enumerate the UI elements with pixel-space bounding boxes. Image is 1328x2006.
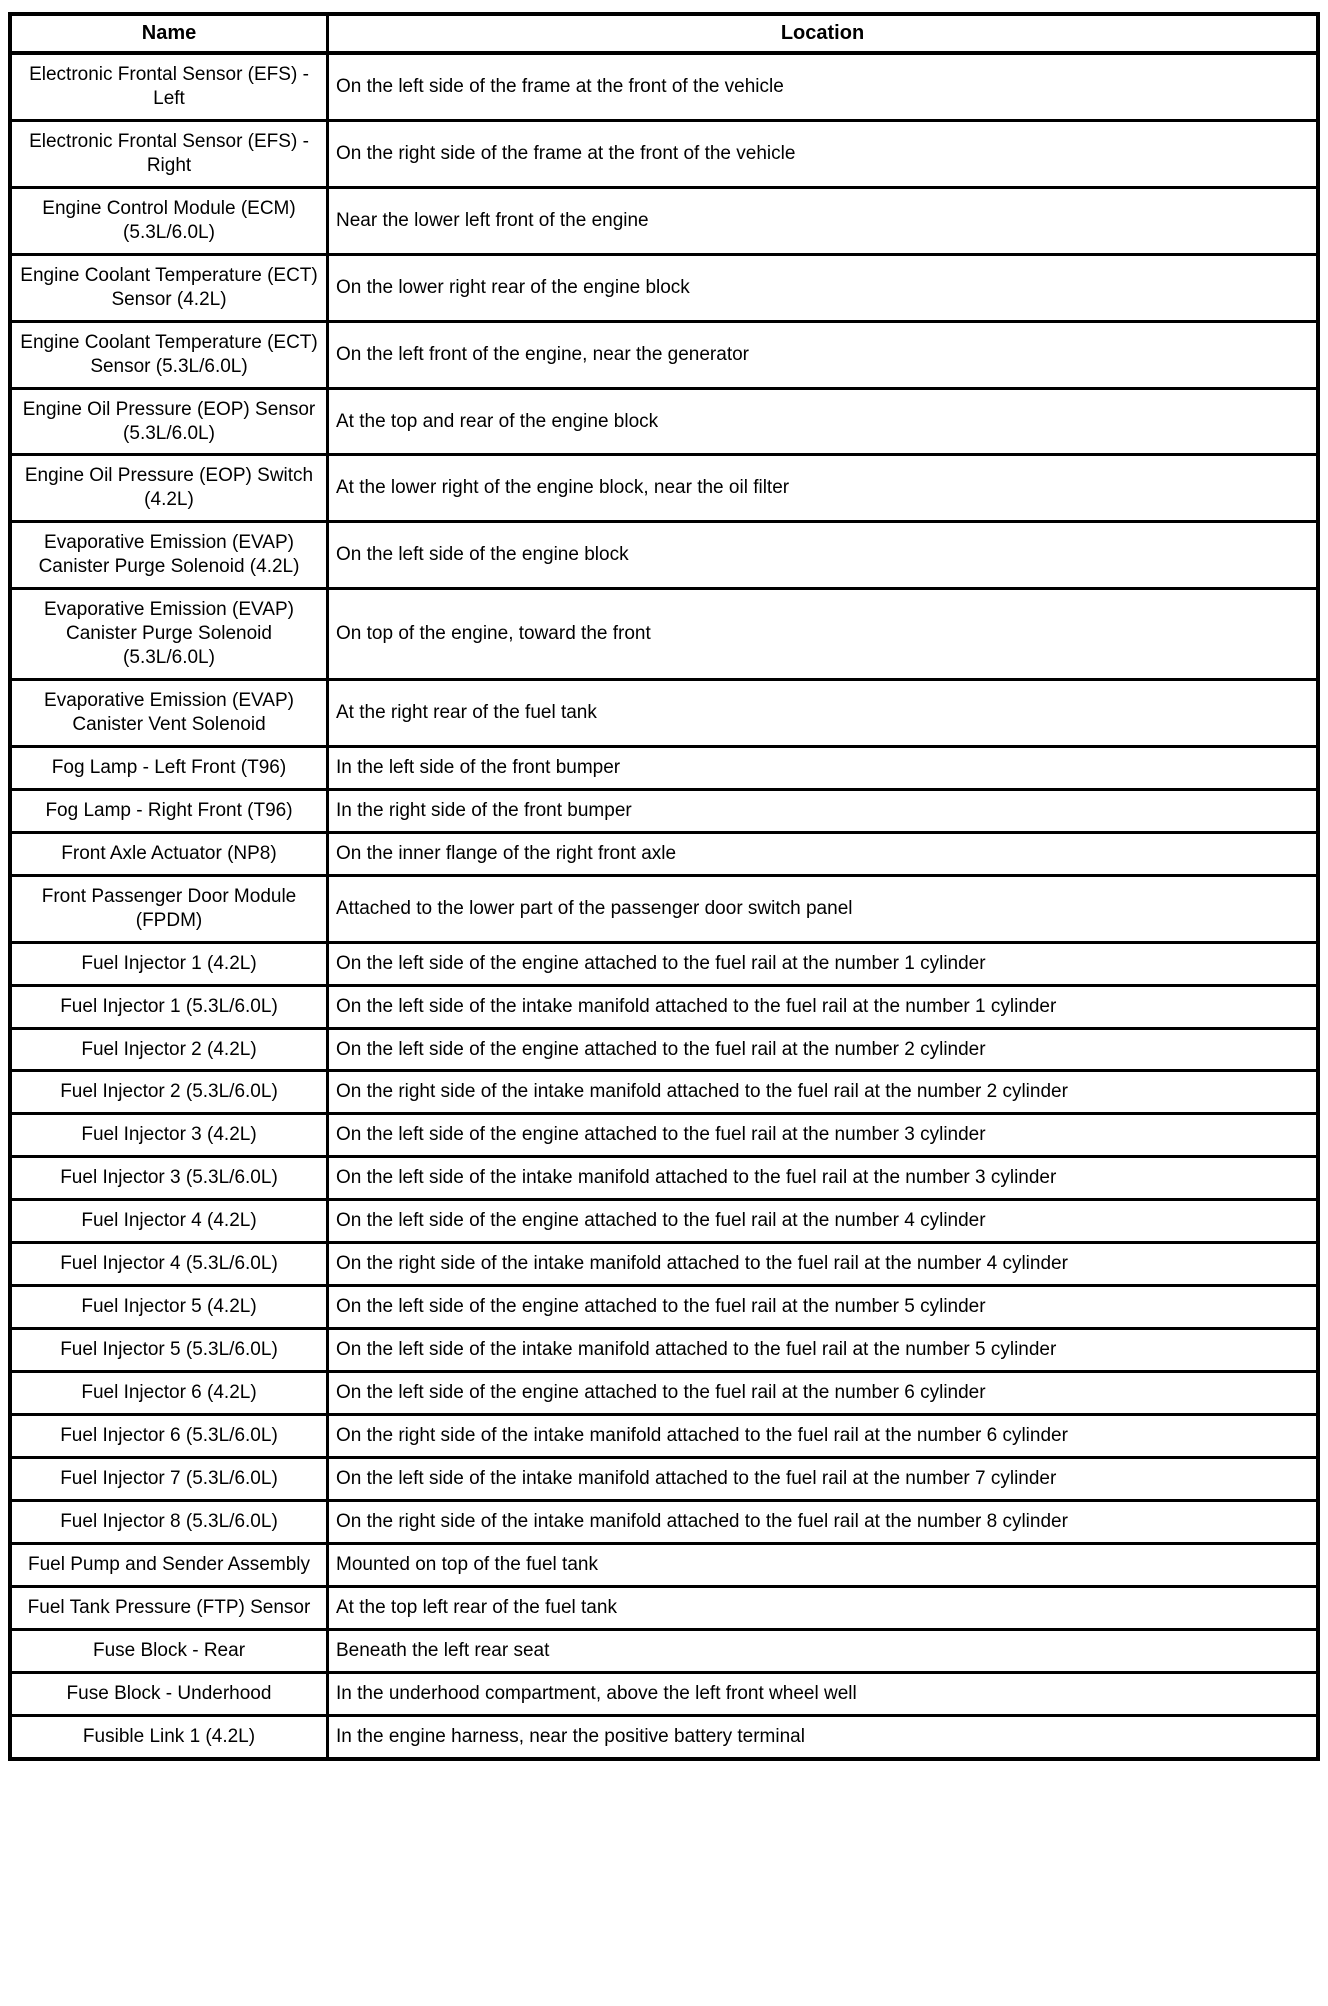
table-body bbox=[10, 53, 1318, 1759]
table-row bbox=[10, 1071, 1318, 1114]
location-column-header: Location bbox=[328, 14, 1319, 53]
location-text: On the right side of the intake manifold attached to the fuel rail at the number 8 cylinder bbox=[336, 1511, 1068, 1533]
location-text: In the underhood compartment, above the left front wheel well bbox=[336, 1682, 857, 1704]
name-cell: Fuel Injector 1 (5.3L/6.0L) bbox=[10, 985, 328, 1028]
location-cell bbox=[328, 1028, 1319, 1071]
location-text: On the left side of the engine attached to the fuel rail at the number 5 cylinder bbox=[336, 1296, 986, 1318]
table-row bbox=[10, 1715, 1318, 1758]
location-text: On the right side of the intake manifold attached to the fuel rail at the number 2 cylinder bbox=[336, 1081, 1068, 1103]
location-cell bbox=[328, 522, 1319, 589]
location-text: On the left side of the engine attached to the fuel rail at the number 3 cylinder bbox=[336, 1124, 986, 1146]
location-text: On the left side of the engine attached to the fuel rail at the number 6 cylinder bbox=[336, 1382, 986, 1404]
name-cell: Fuel Tank Pressure (FTP) Sensor bbox=[10, 1586, 328, 1629]
location-cell bbox=[328, 455, 1319, 522]
location-cell bbox=[328, 942, 1319, 985]
name-cell: Fuel Injector 8 (5.3L/6.0L) bbox=[10, 1501, 328, 1544]
name-cell: Fuel Injector 6 (4.2L) bbox=[10, 1372, 328, 1415]
name-cell: Electronic Frontal Sensor (EFS) - Right bbox=[10, 121, 328, 188]
table-row bbox=[10, 53, 1318, 120]
location-cell bbox=[328, 746, 1319, 789]
name-cell: Fuel Injector 1 (4.2L) bbox=[10, 942, 328, 985]
name-cell: Evaporative Emission (EVAP) Canister Purge Solenoid (4.2L) bbox=[10, 522, 328, 589]
location-text: On the inner flange of the right front axle bbox=[336, 842, 677, 864]
location-text: On the left side of the intake manifold attached to the fuel rail at the number 1 cylinder bbox=[336, 995, 1057, 1017]
location-cell bbox=[328, 53, 1319, 120]
table-row bbox=[10, 589, 1318, 680]
location-cell bbox=[328, 789, 1319, 832]
location-text: On the lower right rear of the engine block bbox=[336, 276, 690, 298]
name-cell: Fuel Injector 2 (5.3L/6.0L) bbox=[10, 1071, 328, 1114]
table-row bbox=[10, 875, 1318, 942]
name-cell: Fuel Pump and Sender Assembly bbox=[10, 1543, 328, 1586]
location-cell bbox=[328, 832, 1319, 875]
location-text: On the left front of the engine, near the generator bbox=[336, 343, 749, 365]
name-cell: Fusible Link 1 (4.2L) bbox=[10, 1715, 328, 1758]
table-row bbox=[10, 455, 1318, 522]
name-cell: Fuel Injector 5 (4.2L) bbox=[10, 1286, 328, 1329]
location-cell bbox=[328, 680, 1319, 747]
location-text: On the left side of the intake manifold attached to the fuel rail at the number 3 cylinder bbox=[336, 1167, 1057, 1189]
name-cell: Engine Coolant Temperature (ECT) Sensor (5.3L/6.0L) bbox=[10, 321, 328, 388]
name-cell: Engine Oil Pressure (EOP) Switch (4.2L) bbox=[10, 455, 328, 522]
table-row bbox=[10, 1372, 1318, 1415]
location-text: In the engine harness, near the positive battery terminal bbox=[336, 1725, 805, 1747]
location-text: In the right side of the front bumper bbox=[336, 799, 632, 821]
name-cell: Front Axle Actuator (NP8) bbox=[10, 832, 328, 875]
table-row bbox=[10, 254, 1318, 321]
location-cell bbox=[328, 1286, 1319, 1329]
name-cell: Fuse Block - Underhood bbox=[10, 1672, 328, 1715]
location-cell bbox=[328, 321, 1319, 388]
table-row bbox=[10, 1501, 1318, 1544]
location-cell bbox=[328, 1200, 1319, 1243]
table-row bbox=[10, 1114, 1318, 1157]
name-cell: Evaporative Emission (EVAP) Canister Vent Solenoid bbox=[10, 680, 328, 747]
table-row bbox=[10, 680, 1318, 747]
location-cell bbox=[328, 1071, 1319, 1114]
table-row bbox=[10, 321, 1318, 388]
table-row bbox=[10, 1286, 1318, 1329]
location-cell bbox=[328, 187, 1319, 254]
table-row bbox=[10, 1415, 1318, 1458]
location-text: Mounted on top of the fuel tank bbox=[336, 1553, 598, 1575]
name-cell: Fog Lamp - Left Front (T96) bbox=[10, 746, 328, 789]
location-text: On the right side of the intake manifold attached to the fuel rail at the number 6 cylinder bbox=[336, 1425, 1068, 1447]
name-cell: Fuel Injector 4 (4.2L) bbox=[10, 1200, 328, 1243]
name-cell: Fuse Block - Rear bbox=[10, 1629, 328, 1672]
location-cell bbox=[328, 1157, 1319, 1200]
location-cell bbox=[328, 1114, 1319, 1157]
location-text: On top of the engine, toward the front bbox=[336, 623, 651, 645]
name-cell: Evaporative Emission (EVAP) Canister Purge Solenoid (5.3L/6.0L) bbox=[10, 589, 328, 680]
name-cell: Front Passenger Door Module (FPDM) bbox=[10, 875, 328, 942]
location-text: On the left side of the intake manifold attached to the fuel rail at the number 5 cylinder bbox=[336, 1339, 1057, 1361]
location-text: On the left side of the engine attached to the fuel rail at the number 1 cylinder bbox=[336, 952, 986, 974]
name-cell: Engine Oil Pressure (EOP) Sensor (5.3L/6.0L) bbox=[10, 388, 328, 455]
document-page bbox=[8, 12, 1320, 1761]
name-cell: Fuel Injector 5 (5.3L/6.0L) bbox=[10, 1329, 328, 1372]
name-cell: Engine Coolant Temperature (ECT) Sensor (4.2L) bbox=[10, 254, 328, 321]
location-text: At the top and rear of the engine block bbox=[336, 410, 659, 432]
location-cell bbox=[328, 1672, 1319, 1715]
location-cell bbox=[328, 121, 1319, 188]
location-cell bbox=[328, 1501, 1319, 1544]
name-cell: Fog Lamp - Right Front (T96) bbox=[10, 789, 328, 832]
table-row bbox=[10, 1329, 1318, 1372]
table-row bbox=[10, 985, 1318, 1028]
location-cell bbox=[328, 1586, 1319, 1629]
table-row bbox=[10, 1157, 1318, 1200]
table-row bbox=[10, 1200, 1318, 1243]
location-text: On the left side of the frame at the front of the vehicle bbox=[336, 76, 784, 98]
table-row bbox=[10, 1028, 1318, 1071]
table-row bbox=[10, 832, 1318, 875]
table-row bbox=[10, 388, 1318, 455]
location-cell bbox=[328, 1243, 1319, 1286]
header-row bbox=[10, 14, 1318, 53]
location-cell bbox=[328, 388, 1319, 455]
name-cell: Electronic Frontal Sensor (EFS) - Left bbox=[10, 53, 328, 120]
location-text: Near the lower left front of the engine bbox=[336, 209, 649, 231]
table-row bbox=[10, 121, 1318, 188]
location-cell bbox=[328, 1629, 1319, 1672]
location-cell bbox=[328, 875, 1319, 942]
location-text: In the left side of the front bumper bbox=[336, 756, 621, 778]
component-location-table bbox=[8, 12, 1320, 1761]
location-text: At the right rear of the fuel tank bbox=[336, 701, 597, 723]
location-cell bbox=[328, 985, 1319, 1028]
name-column-header: Name bbox=[10, 14, 328, 53]
name-cell: Fuel Injector 6 (5.3L/6.0L) bbox=[10, 1415, 328, 1458]
location-text: On the right side of the frame at the front of the vehicle bbox=[336, 143, 796, 165]
location-text: At the lower right of the engine block, near the oil filter bbox=[336, 477, 790, 499]
location-cell bbox=[328, 254, 1319, 321]
name-cell: Engine Control Module (ECM) (5.3L/6.0L) bbox=[10, 187, 328, 254]
table-row bbox=[10, 1543, 1318, 1586]
location-cell bbox=[328, 589, 1319, 680]
location-text: At the top left rear of the fuel tank bbox=[336, 1596, 617, 1618]
table-row bbox=[10, 1586, 1318, 1629]
table-row bbox=[10, 522, 1318, 589]
table-row bbox=[10, 942, 1318, 985]
table-row bbox=[10, 789, 1318, 832]
location-text: On the left side of the intake manifold attached to the fuel rail at the number 7 cylinder bbox=[336, 1468, 1057, 1490]
table-row bbox=[10, 187, 1318, 254]
location-text: On the right side of the intake manifold attached to the fuel rail at the number 4 cylinder bbox=[336, 1253, 1068, 1275]
location-cell bbox=[328, 1372, 1319, 1415]
name-cell: Fuel Injector 2 (4.2L) bbox=[10, 1028, 328, 1071]
location-cell bbox=[328, 1329, 1319, 1372]
location-text: Attached to the lower part of the passenger door switch panel bbox=[336, 897, 853, 919]
table-row bbox=[10, 1458, 1318, 1501]
location-cell bbox=[328, 1458, 1319, 1501]
table-row bbox=[10, 1672, 1318, 1715]
location-text: Beneath the left rear seat bbox=[336, 1639, 550, 1661]
location-cell bbox=[328, 1543, 1319, 1586]
location-cell bbox=[328, 1415, 1319, 1458]
name-cell: Fuel Injector 3 (4.2L) bbox=[10, 1114, 328, 1157]
table-row bbox=[10, 1243, 1318, 1286]
location-cell bbox=[328, 1715, 1319, 1758]
location-text: On the left side of the engine attached to the fuel rail at the number 4 cylinder bbox=[336, 1210, 986, 1232]
location-text: On the left side of the engine attached to the fuel rail at the number 2 cylinder bbox=[336, 1038, 986, 1060]
table-row bbox=[10, 746, 1318, 789]
table-row bbox=[10, 1629, 1318, 1672]
name-cell: Fuel Injector 7 (5.3L/6.0L) bbox=[10, 1458, 328, 1501]
name-cell: Fuel Injector 4 (5.3L/6.0L) bbox=[10, 1243, 328, 1286]
location-text: On the left side of the engine block bbox=[336, 544, 629, 566]
name-cell: Fuel Injector 3 (5.3L/6.0L) bbox=[10, 1157, 328, 1200]
